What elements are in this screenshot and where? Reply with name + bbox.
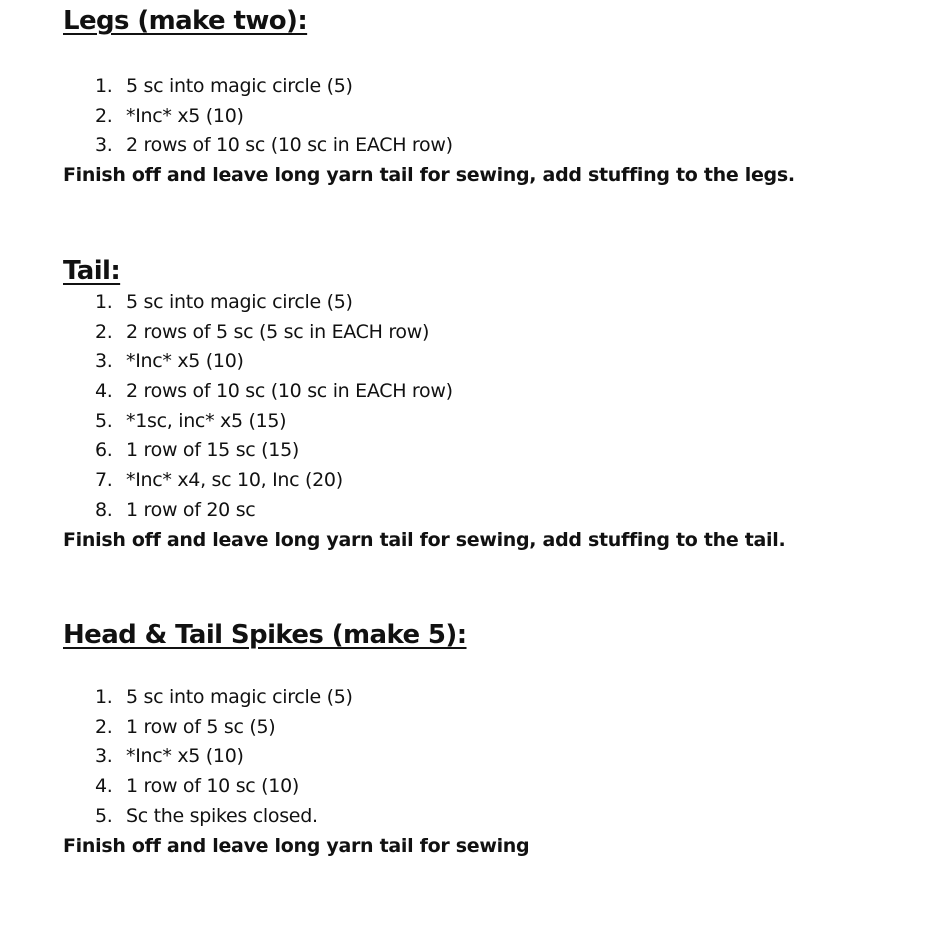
step-number: 4. (95, 775, 113, 798)
step-item (95, 407, 453, 437)
step-text: 2 rows of 10 sc (10 sc in EACH row) (126, 134, 453, 157)
steps-list-legs (95, 72, 453, 161)
step-number: 5. (95, 409, 113, 432)
step-number: 5. (95, 804, 113, 827)
step-text: 2 rows of 10 sc (10 sc in EACH row) (126, 380, 453, 403)
section-heading-spikes: Head & Tail Spikes (make 5): (63, 620, 467, 650)
step-item (95, 102, 453, 132)
step-text: *Inc* x5 (10) (126, 104, 244, 127)
step-item (95, 72, 453, 102)
step-item (95, 436, 453, 466)
steps-list-spikes (95, 683, 353, 831)
step-text: Sc the spikes closed. (126, 804, 318, 827)
step-item (95, 713, 353, 743)
finish-note-spikes: Finish off and leave long yarn tail for sewing (63, 835, 530, 857)
step-item (95, 318, 453, 348)
step-text: 5 sc into magic circle (5) (126, 291, 353, 313)
step-item (95, 742, 353, 772)
step-item (95, 288, 453, 318)
step-item (95, 131, 453, 161)
step-number: 4. (95, 380, 113, 403)
step-number: 3. (95, 134, 113, 157)
step-number: 8. (95, 498, 113, 521)
step-text: *1sc, inc* x5 (15) (126, 409, 287, 432)
finish-note-tail: Finish off and leave long yarn tail for sewing, add stuffing to the tail. (63, 529, 786, 551)
section-heading-tail: Tail: (63, 256, 121, 286)
step-number: 1. (95, 291, 113, 313)
step-number: 2. (95, 104, 113, 127)
steps-list-tail (95, 288, 453, 526)
step-text: 5 sc into magic circle (5) (126, 75, 353, 97)
step-item (95, 466, 453, 496)
step-text: 5 sc into magic circle (5) (126, 686, 353, 708)
step-number: 3. (95, 350, 113, 373)
step-number: 3. (95, 745, 113, 768)
step-item (95, 496, 453, 526)
step-number: 1. (95, 75, 113, 97)
step-text: 1 row of 10 sc (10) (126, 775, 299, 798)
section-heading-legs: Legs (make two): (63, 6, 308, 36)
step-text: 1 row of 5 sc (5) (126, 715, 276, 738)
step-text: 2 rows of 5 sc (5 sc in EACH row) (126, 320, 430, 343)
step-item (95, 347, 453, 377)
step-number: 7. (95, 469, 113, 492)
finish-note-legs: Finish off and leave long yarn tail for sewing, add stuffing to the legs. (63, 164, 795, 186)
step-text: 1 row of 15 sc (15) (126, 439, 299, 462)
step-number: 1. (95, 686, 113, 708)
step-text: 1 row of 20 sc (126, 498, 256, 521)
step-item (95, 377, 453, 407)
step-number: 2. (95, 715, 113, 738)
step-number: 6. (95, 439, 113, 462)
step-text: *Inc* x5 (10) (126, 350, 244, 373)
step-item (95, 683, 353, 713)
step-item (95, 772, 353, 802)
step-item (95, 802, 353, 832)
step-number: 2. (95, 320, 113, 343)
step-text: *Inc* x4, sc 10, Inc (20) (126, 469, 343, 492)
step-text: *Inc* x5 (10) (126, 745, 244, 768)
